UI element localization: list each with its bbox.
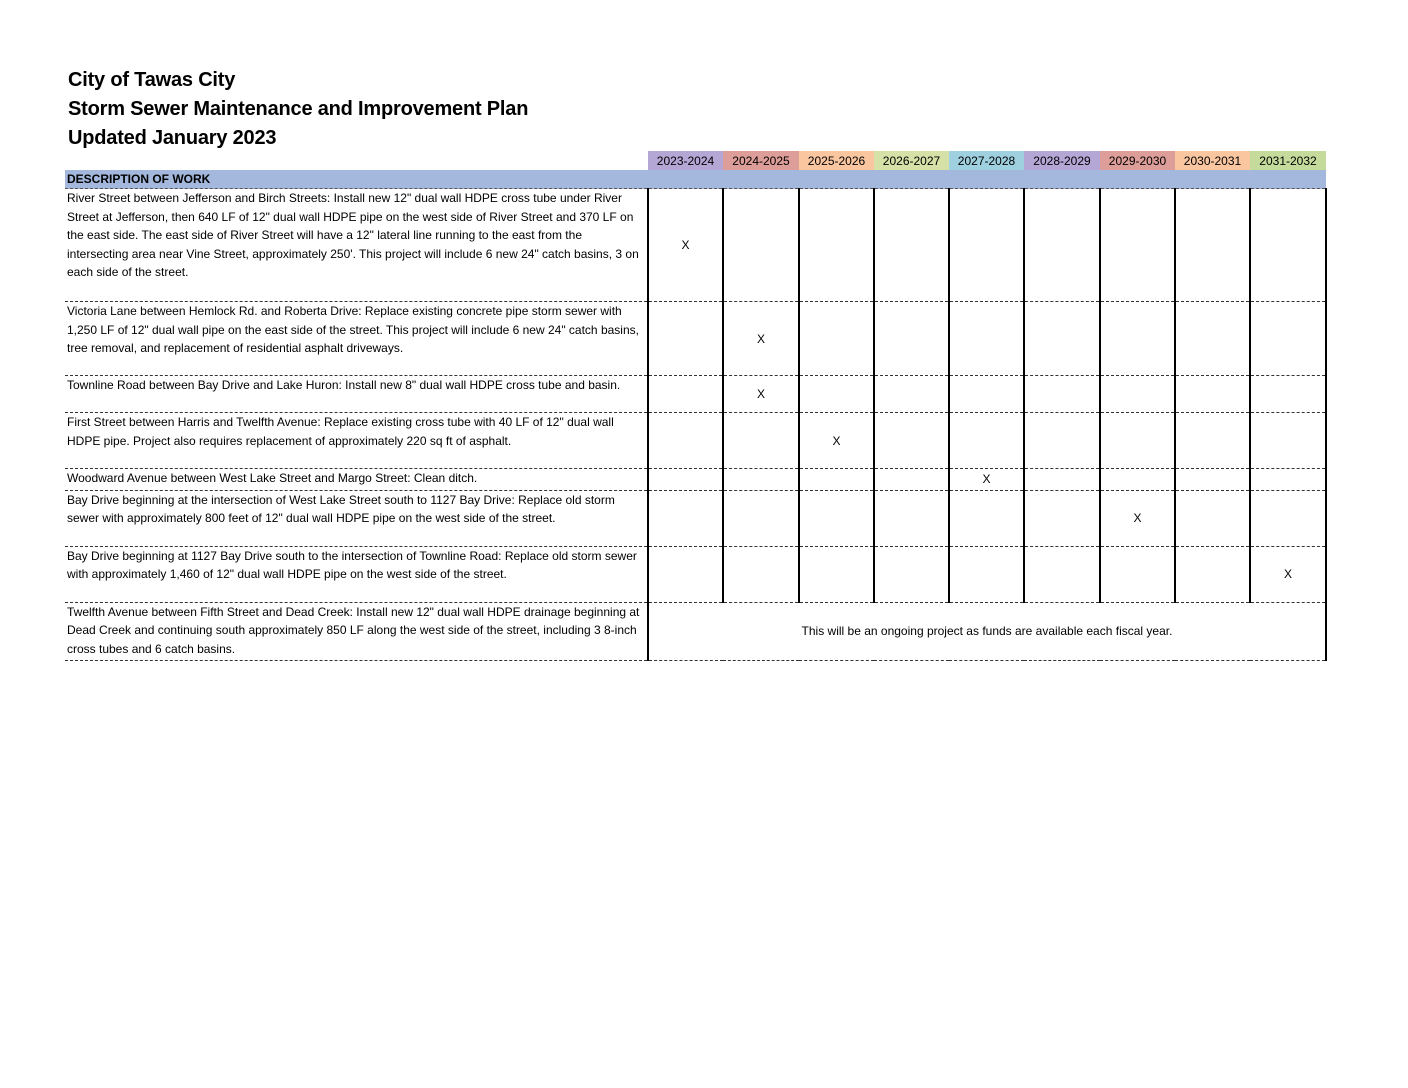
schedule-cell-2026-2027 [874,189,949,302]
schedule-cell-2026-2027 [874,376,949,413]
schedule-cell-2031-2032 [1250,469,1326,491]
schedule-cell-2023-2024 [648,469,723,491]
description-header-row [65,170,1326,189]
schedule-cell-2028-2029 [1024,189,1100,302]
schedule-cell-2027-2028 [949,302,1024,376]
table-row [65,302,1326,376]
schedule-cell-2025-2026 [799,490,874,546]
schedule-cell-2028-2029 [1024,490,1100,546]
schedule-cell-2030-2031 [1175,376,1250,413]
updated-date: Updated January 2023 [68,127,277,149]
schedule-cell-2028-2029 [1024,376,1100,413]
schedule-cell-2030-2031 [1175,490,1250,546]
table-row [65,469,1326,491]
plan-title: Storm Sewer Maintenance and Improvement Plan [68,98,529,120]
schedule-cell-2024-2025: X [723,376,799,413]
schedule-cell-2027-2028 [949,490,1024,546]
table-row [65,189,1326,302]
schedule-cell-2024-2025 [723,490,799,546]
year-header-2024-2025: 2024-2025 [723,151,799,170]
schedule-cell-2026-2027 [874,490,949,546]
table-row [65,376,1326,413]
year-header-2025-2026: 2025-2026 [799,151,874,170]
table-row [65,490,1326,546]
schedule-cell-2029-2030 [1100,302,1175,376]
year-header-2029-2030: 2029-2030 [1100,151,1175,170]
year-header-2031-2032: 2031-2032 [1250,151,1326,170]
schedule-cell-2031-2032 [1250,376,1326,413]
city-name: City of Tawas City [68,69,236,91]
table-row [65,546,1326,602]
ongoing-project-description: Twelfth Avenue between Fifth Street and Dead Creek: Install new 12" dual wall HDPE drainage beginning at Dead Creek and continuing south approximately 850 LF along the west side of the street, including 3 8-inch cross tubes and 6 catch basins. [65,602,648,661]
schedule-cell-2028-2029 [1024,302,1100,376]
schedule-cell-2031-2032 [1250,490,1326,546]
project-description: First Street between Harris and Twelfth Avenue: Replace existing cross tube with 40 LF of 12" dual wall HDPE pipe. Project also requires replacement of approximately 220 sq ft of asphalt. [65,413,648,469]
schedule-cell-2025-2026 [799,302,874,376]
schedule-cell-2024-2025 [723,189,799,302]
schedule-cell-2030-2031 [1175,302,1250,376]
project-description: Bay Drive beginning at the intersection of West Lake Street south to 1127 Bay Drive: Replace old storm sewer with approximately 800 feet of 12" dual wall HDPE pipe on the west side of the street. [65,490,648,546]
schedule-cell-2029-2030 [1100,189,1175,302]
schedule-cell-2029-2030 [1100,546,1175,602]
schedule-cell-2023-2024: X [648,189,723,302]
schedule-cell-2027-2028 [949,413,1024,469]
schedule-cell-2030-2031 [1175,469,1250,491]
schedule-cell-2023-2024 [648,546,723,602]
schedule-cell-2025-2026 [799,376,874,413]
schedule-cell-2028-2029 [1024,546,1100,602]
schedule-cell-2026-2027 [874,302,949,376]
project-description: River Street between Jefferson and Birch Streets: Install new 12" dual wall HDPE cross tube under River Street at Jefferson, then 640 LF of 12" dual wall HDPE pipe on the west side of River Street and 370 LF on the east side. The east side of River Street will have a 12" lateral line running to the east from the intersecting area near Vine Street, approximately 250'. This project will include 6 new 24" catch basins, 3 on each side of the street. [65,189,648,302]
schedule-cell-2029-2030 [1100,413,1175,469]
schedule-cell-2027-2028 [949,546,1024,602]
schedule-cell-2030-2031 [1175,546,1250,602]
schedule-cell-2024-2025 [723,413,799,469]
schedule-cell-2025-2026: X [799,413,874,469]
schedule-cell-2030-2031 [1175,189,1250,302]
schedule-cell-2023-2024 [648,490,723,546]
table-row [65,413,1326,469]
year-header-2026-2027: 2026-2027 [874,151,949,170]
schedule-cell-2031-2032 [1250,413,1326,469]
schedule-cell-2027-2028 [949,376,1024,413]
schedule-cell-2023-2024 [648,376,723,413]
project-description: Bay Drive beginning at 1127 Bay Drive south to the intersection of Townline Road: Replace old storm sewer with approximately 1,460 of 12" dual wall HDPE pipe on the west side of the street. [65,546,648,602]
ongoing-project-note: This will be an ongoing project as funds are available each fiscal year. [648,602,1326,661]
schedule-cell-2025-2026 [799,546,874,602]
project-description: Woodward Avenue between West Lake Street and Margo Street: Clean ditch. [65,469,648,491]
schedule-cell-2030-2031 [1175,413,1250,469]
schedule-cell-2024-2025 [723,546,799,602]
year-header-2023-2024: 2023-2024 [648,151,723,170]
ongoing-project-row [65,602,1326,661]
schedule-cell-2029-2030 [1100,376,1175,413]
schedule-cell-2029-2030 [1100,469,1175,491]
schedule-cell-2027-2028: X [949,469,1024,491]
schedule-cell-2028-2029 [1024,413,1100,469]
schedule-cell-2023-2024 [648,413,723,469]
schedule-cell-2026-2027 [874,469,949,491]
schedule-cell-2031-2032: X [1250,546,1326,602]
project-description: Victoria Lane between Hemlock Rd. and Roberta Drive: Replace existing concrete pipe storm sewer with 1,250 LF of 12" dual wall pipe on the east side of the street. This project will include 6 new 24" catch basins, tree removal, and replacement of residential asphalt driveways. [65,302,648,376]
document-title-block [68,66,528,153]
year-header-row [65,151,1326,170]
blank-corner-cell [65,151,648,170]
year-header-2027-2028: 2027-2028 [949,151,1024,170]
schedule-cell-2031-2032 [1250,189,1326,302]
header-band-fill [648,170,1326,189]
schedule-cell-2024-2025: X [723,302,799,376]
schedule-cell-2025-2026 [799,469,874,491]
schedule-cell-2029-2030: X [1100,490,1175,546]
schedule-cell-2024-2025 [723,469,799,491]
project-description: Townline Road between Bay Drive and Lake Huron: Install new 8" dual wall HDPE cross tube and basin. [65,376,648,413]
project-rows [65,189,1326,661]
maintenance-plan-table [65,151,1327,661]
description-of-work-header: DESCRIPTION OF WORK [65,170,648,189]
schedule-cell-2026-2027 [874,413,949,469]
schedule-cell-2026-2027 [874,546,949,602]
schedule-cell-2028-2029 [1024,469,1100,491]
schedule-cell-2023-2024 [648,302,723,376]
schedule-cell-2025-2026 [799,189,874,302]
schedule-cell-2031-2032 [1250,302,1326,376]
year-header-2028-2029: 2028-2029 [1024,151,1100,170]
year-header-2030-2031: 2030-2031 [1175,151,1250,170]
schedule-cell-2027-2028 [949,189,1024,302]
